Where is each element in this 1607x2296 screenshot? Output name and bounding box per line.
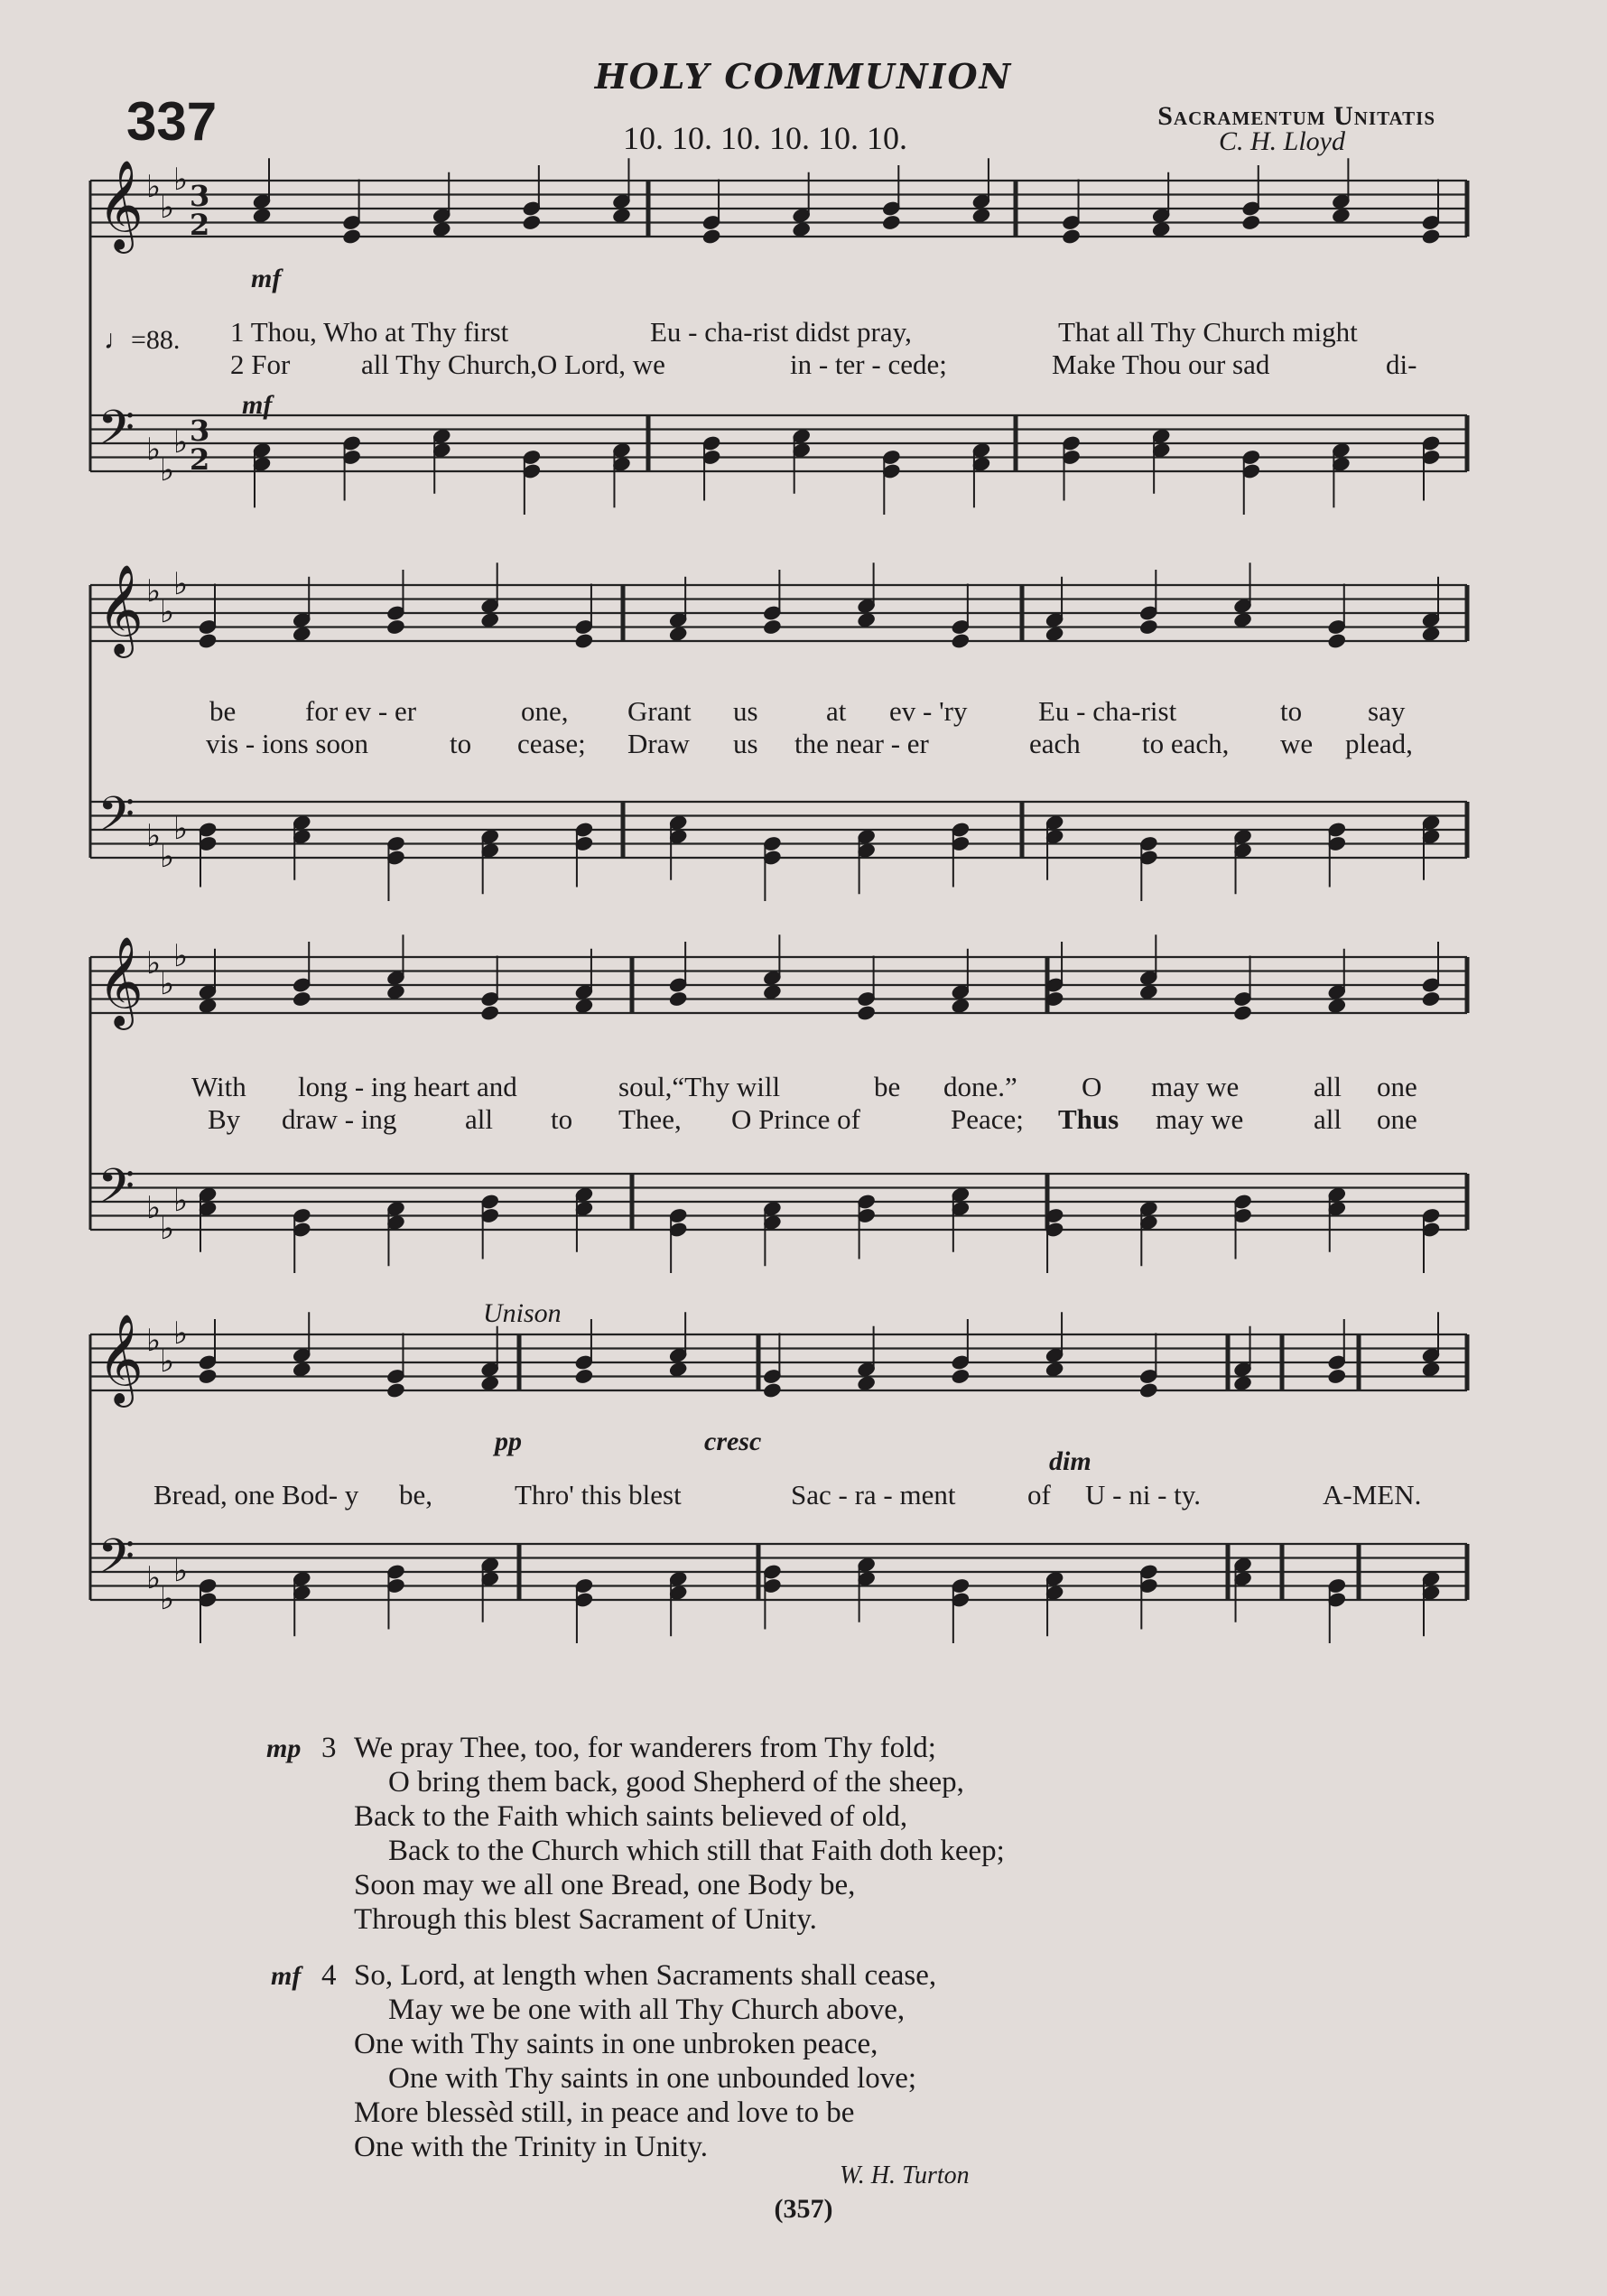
lyric-syllable: With [191,1071,246,1102]
flat-icon: ♭ [173,811,189,847]
verse-number: 4 [321,1959,337,1992]
notehead [198,633,217,649]
notehead [857,612,876,628]
lyric-syllable: That all Thy Church might [1058,316,1358,348]
notehead [951,1368,970,1384]
lyric-syllable: all Thy Church,O Lord, we [361,349,665,380]
flat-icon: ♭ [173,424,189,460]
notehead [1421,626,1440,642]
notehead [198,1368,217,1384]
lyric-syllable: cease; [517,728,586,759]
verse-line: More blessèd still, in peace and love to be [354,2096,855,2129]
flat-icon: ♭ [160,1581,175,1617]
verse-line: Back to the Faith which saints believed of old, [354,1800,908,1833]
lyric-syllable: may we [1151,1071,1240,1102]
lyric-syllable: Eu - cha-rist didst pray, [650,316,912,348]
notehead [763,618,782,635]
verse-number: 3 [321,1732,337,1764]
verse-dynamic: mp [266,1734,302,1763]
lyric-syllable: to [1280,695,1303,727]
notehead [574,998,593,1014]
lyric-syllable: be [874,1071,901,1102]
notehead [386,1382,405,1399]
hymn-number: 337 [126,91,218,152]
quarter-note-icon: ♩ [104,325,131,355]
lyric-syllable: for ev - er [305,695,417,727]
notehead [857,1375,876,1391]
lyric-syllable: to each, [1142,728,1230,759]
notehead [612,208,631,224]
verse-line: May we be one with all Thy Church above, [388,1994,906,2026]
verse-line: One with the Trinity in Unity. [354,2131,709,2163]
lyric-syllable: to [551,1103,573,1135]
flat-icon: ♭ [173,566,189,602]
author-credit: W. H. Turton [840,2161,970,2189]
bass-clef-icon: 𝄢 [98,787,135,854]
flat-icon: ♭ [146,168,162,205]
bass-clef-icon: 𝄢 [98,1529,135,1596]
notehead [198,998,217,1014]
lyric-syllable: one [1377,1071,1417,1102]
notehead [701,228,720,245]
notehead [1421,1362,1440,1378]
flat-icon: ♭ [160,1343,175,1380]
time-signature: 2 [190,208,210,242]
verse-line: O bring them back, good Shepherd of the sheep, [388,1766,964,1799]
verse-line: Back to the Church which still that Faith doth keep; [388,1835,1005,1867]
notehead [1233,612,1252,628]
flat-icon: ♭ [146,1322,162,1359]
flat-icon: ♭ [146,572,162,609]
notehead [1139,984,1158,1000]
lyric-syllable: us [733,695,758,727]
lyric-syllable: Sac - ra - ment [791,1479,956,1511]
lyric-syllable: 1 Thou, Who at Thy first [230,316,509,348]
flat-icon: ♭ [173,938,189,974]
notehead [293,626,311,642]
notehead [1045,1362,1064,1378]
notehead [386,618,405,635]
tune-name: Sacramentum Unitatis [1157,101,1435,131]
notehead [1421,228,1440,245]
lyric-syllable: one [1377,1103,1417,1135]
notehead [857,1005,876,1021]
lyric-syllable: be, [399,1479,433,1511]
lyric-syllable: O Prince of [731,1103,860,1135]
flat-icon: ♭ [146,817,162,854]
lyric-syllable: may we [1156,1103,1244,1135]
notehead [574,1368,593,1384]
lyric-syllable: soul,“Thy will [618,1071,781,1102]
lyric-syllable: Grant [627,695,692,727]
treble-clef-icon: 𝄞 [98,936,144,1027]
flat-icon: ♭ [160,839,175,875]
time-signature: 3 [190,414,210,448]
flat-icon: ♭ [160,190,175,226]
flat-icon: ♭ [173,1315,189,1352]
flat-icon: ♭ [146,1559,162,1596]
notehead [574,633,593,649]
bass-clef-icon: 𝄢 [98,401,135,468]
notehead [1045,626,1064,642]
dynamic-mf-bass: mf [242,390,273,420]
lyric-syllable: long - ing heart and [298,1071,517,1102]
lyric-syllable: say [1368,695,1406,727]
lyric-syllable: U - ni - ty. [1085,1479,1201,1511]
dynamic-dim: dim [1049,1446,1091,1476]
notehead [971,208,990,224]
verse-dynamic: mf [271,1961,302,1991]
notehead [1327,1368,1346,1384]
verse-line: One with Thy saints in one unbounded love; [388,2062,917,2095]
bass-clef-icon: 𝄢 [98,1159,135,1226]
lyric-syllable: Thee, [618,1103,682,1135]
page-header-title: HOLY COMMUNION [594,56,1013,97]
lyric-syllable: plead, [1345,728,1413,759]
flat-icon: ♭ [146,1189,162,1226]
flat-icon: ♭ [160,1211,175,1247]
lyric-syllable: di- [1386,349,1417,380]
hymn-meter: 10. 10. 10. 10. 10. 10. [623,120,907,156]
lyric-syllable: all [1314,1103,1342,1135]
verse-line: One with Thy saints in one unbroken peace, [354,2028,878,2060]
flat-icon: ♭ [146,431,162,468]
lyric-syllable: us [733,728,758,759]
lyric-syllable: draw - ing [282,1103,397,1135]
dynamic-mf-treble: mf [251,264,282,293]
notehead [1327,633,1346,649]
lyric-syllable: one, [521,695,569,727]
flat-icon: ♭ [173,162,189,198]
notehead [1151,221,1170,237]
notehead [1327,998,1346,1014]
flat-icon: ♭ [160,594,175,630]
notehead [951,633,970,649]
notehead [480,612,499,628]
notehead [386,984,405,1000]
notehead [763,1382,782,1399]
treble-clef-icon: 𝄞 [98,1314,144,1404]
notehead [1332,208,1351,224]
notehead [1233,1005,1252,1021]
lyric-syllable: By [208,1103,241,1135]
flat-icon: ♭ [160,966,175,1002]
flat-icon: ♭ [173,1183,189,1219]
notehead [1062,228,1081,245]
lyric-syllable: all [1314,1071,1342,1102]
dynamic-pp: pp [495,1427,522,1456]
notehead [882,214,901,230]
notehead [668,990,687,1007]
verse-line: Soon may we all one Bread, one Body be, [354,1869,856,1901]
lyric-syllable: Bread, one Bod- y [153,1479,359,1511]
lyric-syllable: done.” [943,1071,1017,1102]
notehead [1139,1382,1158,1399]
notehead [480,1375,499,1391]
lyric-syllable: 2 For [230,349,291,380]
notehead [480,1005,499,1021]
lyric-syllable: in - ter - cede; [790,349,947,380]
lyric-syllable: Draw [627,728,690,759]
notehead [668,626,687,642]
flat-icon: ♭ [160,452,175,488]
flat-icon: ♭ [146,944,162,981]
notehead [432,221,451,237]
treble-clef-icon: 𝄞 [98,160,144,250]
verse-line: We pray Thee, too, for wanderers from Thy fold; [354,1732,936,1764]
lyric-syllable: A-MEN. [1323,1479,1422,1511]
notehead [293,990,311,1007]
lyric-syllable: vis - ions soon [206,728,368,759]
lyric-syllable: of [1027,1479,1051,1511]
notehead [668,1362,687,1378]
lyric-syllable: at [826,695,847,727]
verse-line: Through this blest Sacrament of Unity. [354,1903,817,1936]
unison-marking: Unison [483,1298,562,1328]
lyric-syllable: we [1280,728,1314,759]
page-number: (357) [774,2194,833,2224]
lyric-syllable: Peace; [951,1103,1024,1135]
flat-icon: ♭ [173,1553,189,1589]
treble-clef-icon: 𝄞 [98,564,144,655]
notehead [1233,1375,1252,1391]
notehead [1241,214,1260,230]
lyric-syllable: the near - er [794,728,929,759]
lyric-syllable: each [1029,728,1081,759]
lyric-syllable: be [209,695,237,727]
lyric-syllable: O [1082,1071,1102,1102]
lyric-syllable: Make Thou our sad [1052,349,1270,380]
lyric-syllable: Thus [1058,1103,1119,1135]
verse-line: So, Lord, at length when Sacraments shall cease, [354,1959,937,1992]
time-signature: 2 [190,442,210,477]
lyric-syllable: Thro' this blest [515,1479,682,1511]
notehead [522,214,541,230]
composer: C. H. Lloyd [1218,126,1345,156]
lyric-syllable: to [450,728,472,759]
notehead [951,998,970,1014]
notehead [763,984,782,1000]
notehead [293,1362,311,1378]
lyric-syllable: ev - 'ry [889,695,968,727]
notehead [792,221,811,237]
lyric-syllable: all [465,1103,493,1135]
notehead [1421,990,1440,1007]
tempo-marking: ♩=88. [104,325,181,355]
notehead [342,228,361,245]
notehead [252,208,271,224]
lyric-syllable: Eu - cha-rist [1038,695,1177,727]
notehead [1139,618,1158,635]
dynamic-cresc: cresc [704,1427,762,1456]
time-signature: 3 [190,179,210,213]
